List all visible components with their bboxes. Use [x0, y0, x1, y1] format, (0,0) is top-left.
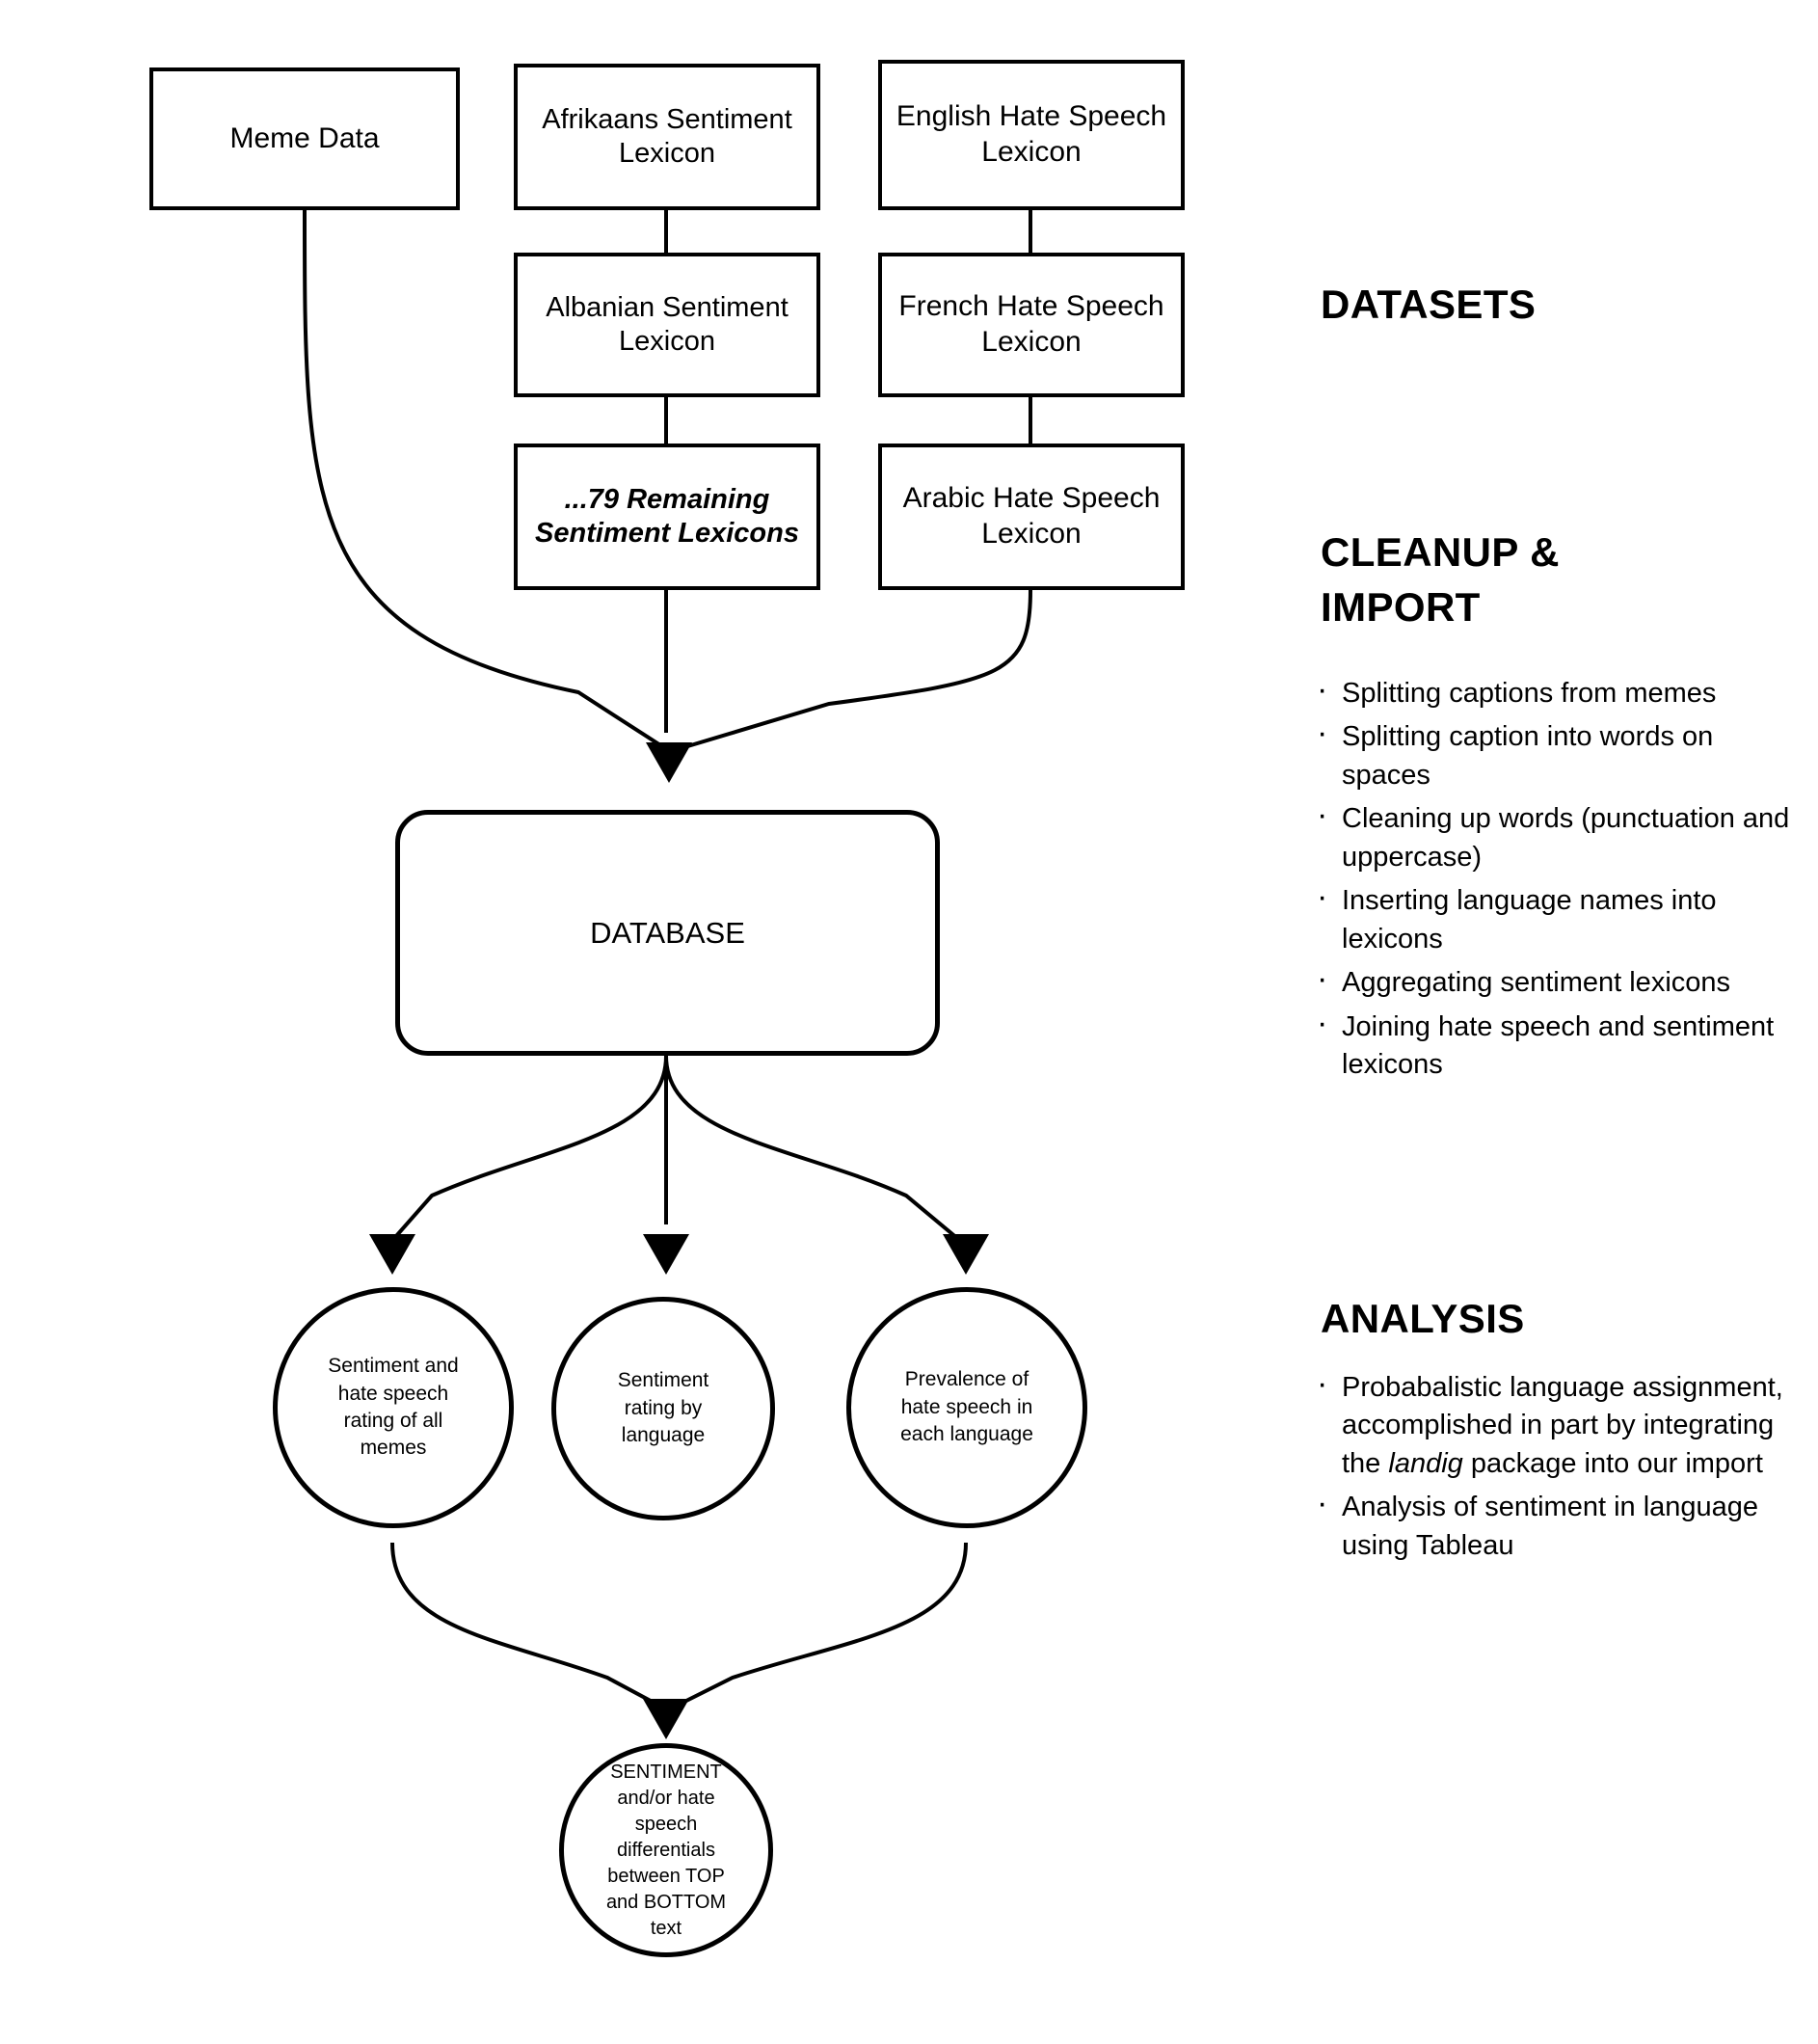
list-item: · Analysis of sentiment in language using Tableau — [1309, 1489, 1791, 1565]
list-item: · Inserting language names into lexicons — [1309, 882, 1791, 958]
node-label: Albanian Sentiment Lexicon — [546, 291, 789, 357]
section-bullets-cleanup-import — [1309, 675, 1791, 1089]
node-afrikaans-sentiment-lexicon[interactable] — [514, 64, 820, 210]
node-sentiment-differentials[interactable] — [559, 1743, 773, 1957]
section-title-cleanup-import: CLEANUP & IMPORT — [1321, 529, 1560, 630]
node-label: Sentiment rating by language — [617, 1369, 709, 1447]
list-item: · Aggregating sentiment lexicons — [1309, 964, 1791, 1002]
node-label: French Hate Speech Lexicon — [898, 290, 1164, 358]
list-item: · Cleaning up words (punctuation and uppercase) — [1309, 800, 1791, 876]
node-albanian-sentiment-lexicon[interactable] — [514, 253, 820, 397]
node-prevalence-hate-speech-each-language[interactable] — [846, 1287, 1087, 1528]
node-label: Meme Data — [229, 121, 380, 154]
section-bullets-analysis — [1309, 1369, 1791, 1571]
node-database[interactable] — [395, 810, 940, 1056]
node-label: Arabic Hate Speech Lexicon — [902, 482, 1161, 550]
node-label: Prevalence of hate speech in each language — [900, 1368, 1033, 1446]
node-french-hate-speech-lexicon[interactable] — [878, 253, 1185, 397]
node-label: Sentiment and hate speech rating of all memes — [328, 1355, 459, 1460]
list-item: · Splitting captions from memes — [1309, 675, 1791, 713]
node-label: DATABASE — [590, 915, 745, 950]
section-title-datasets: DATASETS — [1321, 282, 1537, 327]
list-item: · Splitting caption into words on spaces — [1309, 718, 1791, 794]
section-title-analysis: ANALYSIS — [1321, 1296, 1525, 1341]
node-label: SENTIMENT and/or hate speech differentials between TOP and BOTTOM text — [605, 1761, 727, 1939]
node-label: Afrikaans Sentiment Lexicon — [542, 103, 792, 169]
node-english-hate-speech-lexicon[interactable] — [878, 60, 1185, 210]
node-sentiment-hate-rating-all-memes[interactable] — [273, 1287, 514, 1528]
node-arabic-hate-speech-lexicon[interactable] — [878, 444, 1185, 590]
node-remaining-sentiment-lexicons[interactable] — [514, 444, 820, 590]
node-label: English Hate Speech Lexicon — [896, 100, 1167, 168]
list-item: · Probabalistic language assignment, accomplished in part by integrating the landig package into our import — [1309, 1369, 1791, 1483]
node-sentiment-rating-by-language[interactable] — [551, 1297, 775, 1520]
node-label: ...79 Remaining Sentiment Lexicons — [535, 483, 799, 549]
list-item: · Joining hate speech and sentiment lexicons — [1309, 1009, 1791, 1085]
node-meme-data[interactable] — [149, 67, 460, 210]
